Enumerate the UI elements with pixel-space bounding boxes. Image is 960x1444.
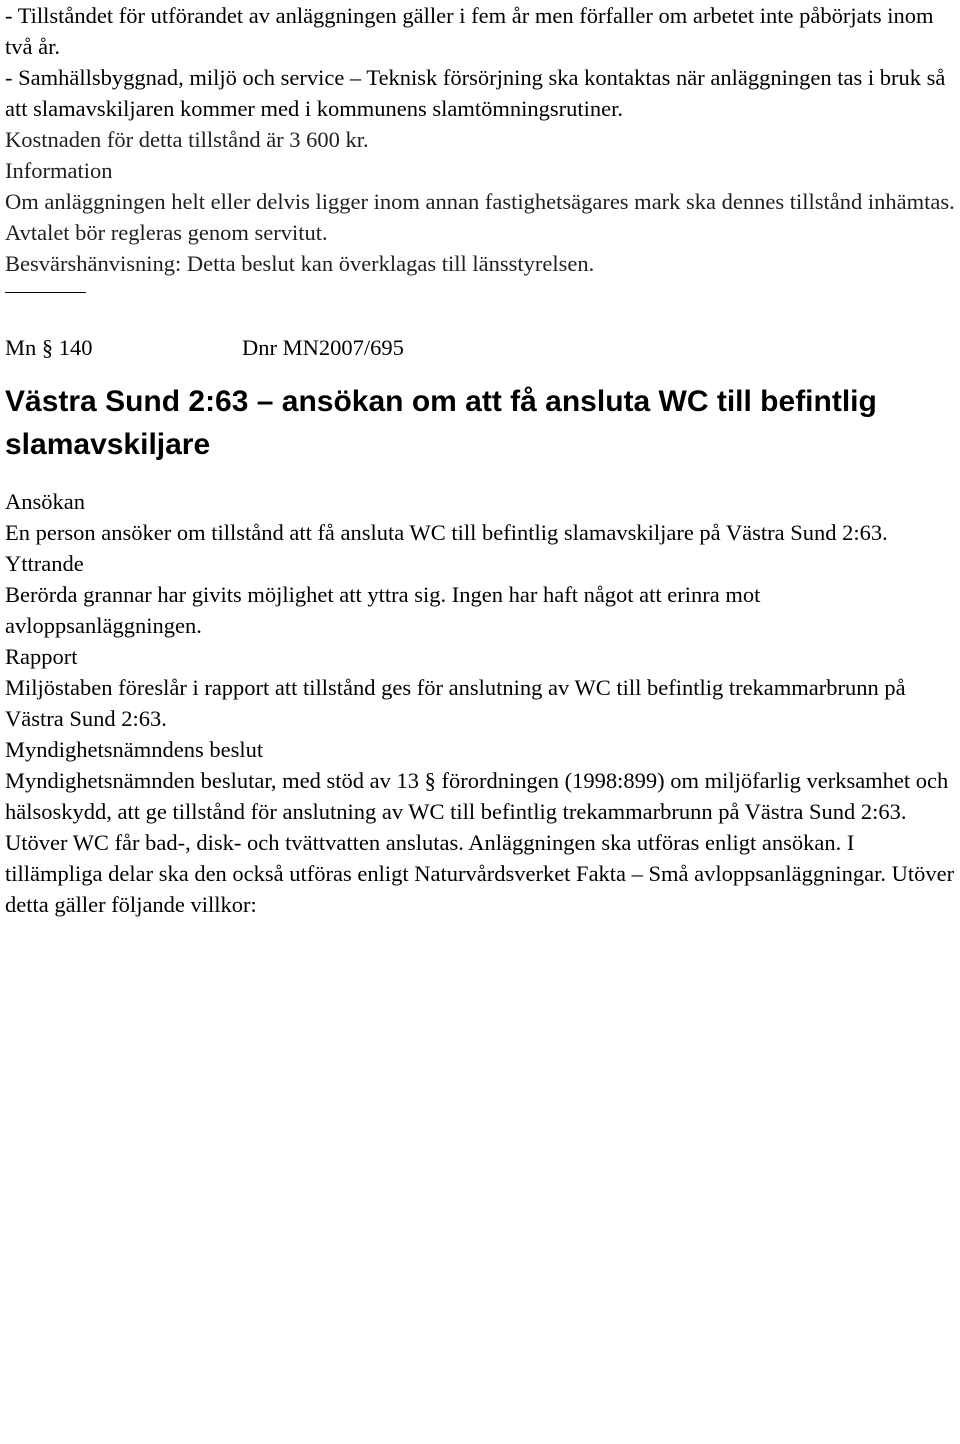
section-body-decision: Myndighetsnämnden beslutar, med stöd av 13 § förordningen (1998:899) om miljöfarlig verksamhet och hälsoskydd, att ge tillstånd för anslutning av WC till befintlig trekammarbrunn på Västra Sund 2:63. Utöver WC får bad-, disk- och tvättvatten anslutas. Anläggningen ska utföras enligt ansökan. I tillämpliga delar ska den också utföras enligt Naturvårdsverket Fakta – Små avloppsanläggningar. Utöver detta gäller följande villkor: <box>5 768 955 918</box>
information-body: Om anläggningen helt eller delvis ligger inom annan fastighetsägares mark ska dennes tillstånd inhämtas. Avtalet bör regleras genom servitut. <box>5 189 955 245</box>
section-divider <box>5 292 86 293</box>
appeal-notice: Besvärshänvisning: Detta beslut kan överklagas till länsstyrelsen. <box>5 251 595 276</box>
section-heading-application: Ansökan <box>5 489 85 515</box>
case-reference <box>5 332 957 363</box>
information-heading: Information <box>5 158 113 183</box>
section-body-application: En person ansöker om tillstånd att få ansluta WC till befintlig slamavskiljare på Västra Sund 2:63. <box>5 520 888 546</box>
section-heading-statement: Yttrande <box>5 551 84 577</box>
section-body-statement: Berörda grannar har givits möjlighet att yttra sig. Ingen har haft något att erinra mot avloppsanläggningen. <box>5 582 761 639</box>
document-page <box>5 0 957 920</box>
case-title: Västra Sund 2:63 – ansökan om att få ansluta WC till befintlig slamavskiljare <box>5 385 877 461</box>
case-number: Mn § 140 <box>5 335 93 360</box>
section-heading-decision: Myndighetsnämndens beslut <box>5 737 264 763</box>
condition-contact: - Samhällsbyggnad, miljö och service – Teknisk försörjning ska kontaktas när anläggningen tas i bruk så att slamavskiljaren kommer med i kommunens slamtömningsrutiner. <box>5 65 946 121</box>
section-body-report: Miljöstaben föreslår i rapport att tillstånd ges för anslutning av WC till befintlig trekammarbrunn på Västra Sund 2:63. <box>5 675 906 732</box>
condition-validity: - Tillståndet för utförandet av anläggningen gäller i fem år men förfaller om arbetet inte påbörjats inom två år. <box>5 3 934 59</box>
permit-cost: Kostnaden för detta tillstånd är 3 600 kr. <box>5 127 369 152</box>
case-dnr: Dnr MN2007/695 <box>242 335 404 360</box>
section-heading-report: Rapport <box>5 644 78 670</box>
